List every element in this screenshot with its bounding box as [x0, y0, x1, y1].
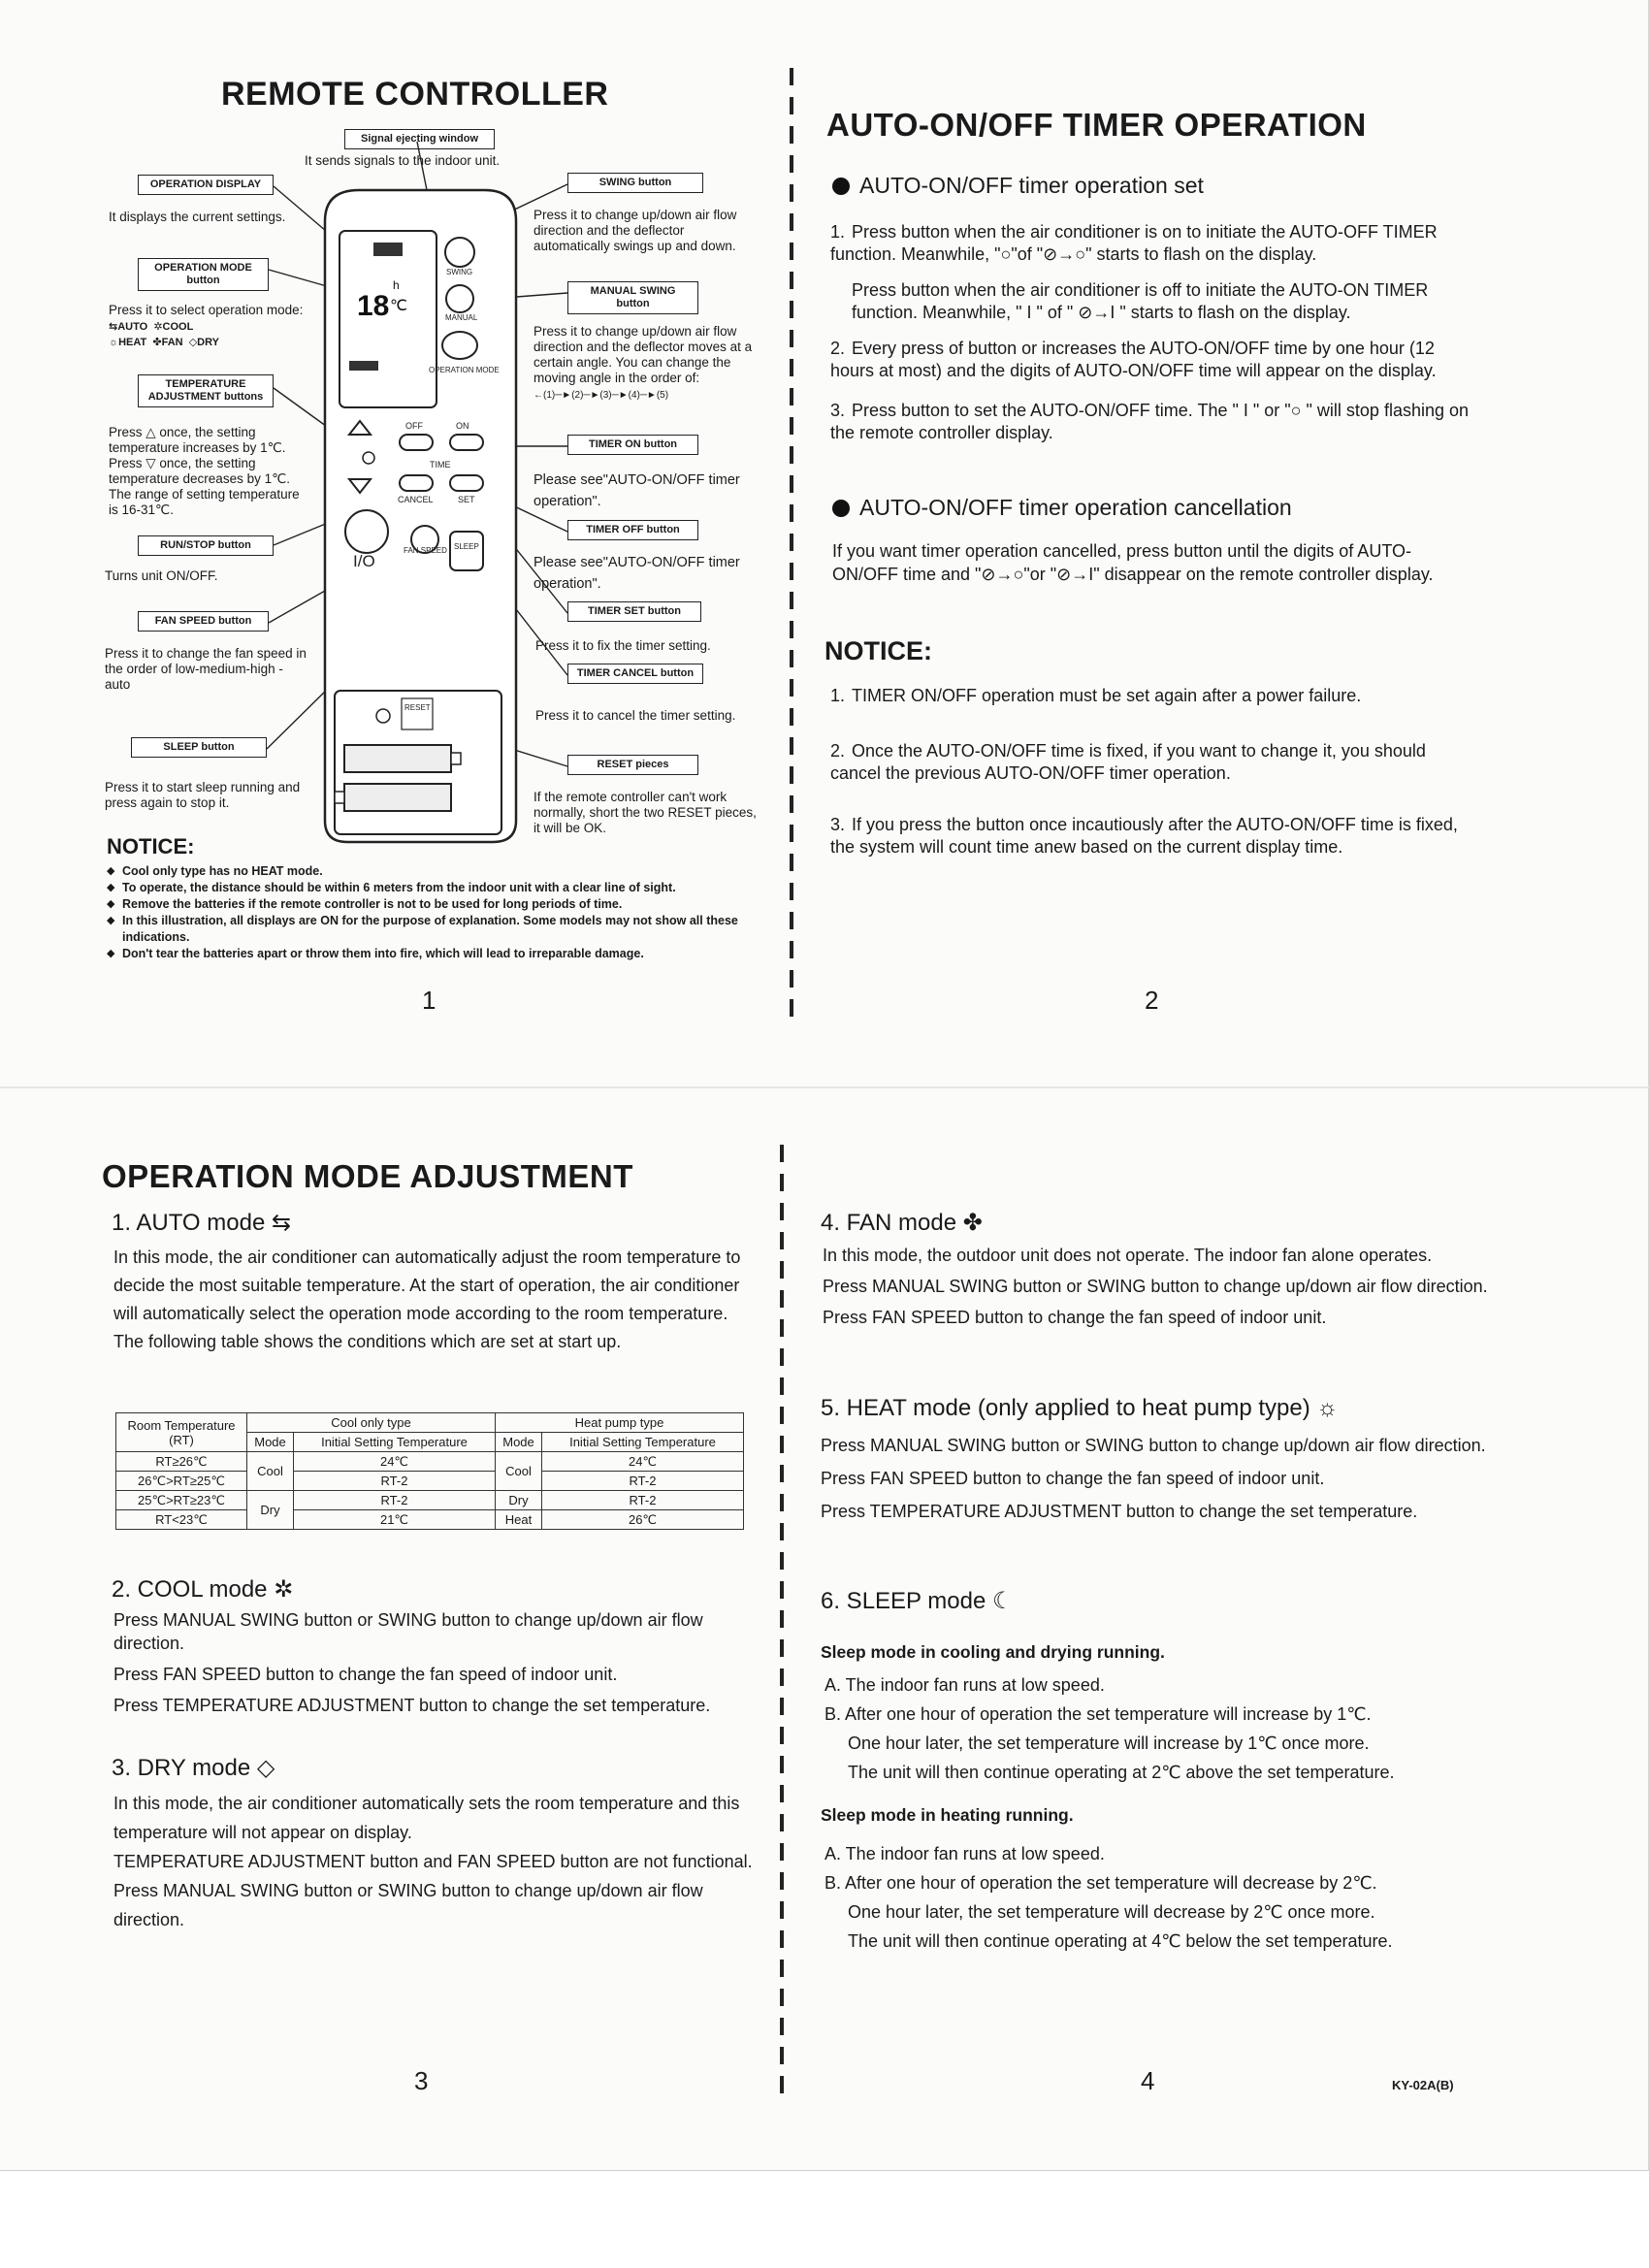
notice-item: ◆ To operate, the distance should be within 6 meters from the indoor unit with a clear line of sight. — [107, 880, 766, 896]
table-row — [116, 1510, 744, 1530]
timer-cancel-label: TIMER CANCEL button — [567, 664, 703, 684]
mode-heat: HEAT — [118, 337, 147, 348]
sleep-label: SLEEP button — [131, 737, 267, 758]
sleep-line: A. The indoor fan runs at low speed. — [824, 1675, 1105, 1695]
operation-display-desc: It displays the current settings. — [109, 210, 286, 224]
signal-window-desc: It sends signals to the indoor unit. — [305, 153, 501, 168]
cell-rt: 26℃>RT≥25℃ — [116, 1472, 247, 1491]
step-3-text: Press button to set the AUTO-ON/OFF time. The " I " or "○ " will stop flashing on the remote controller display. — [830, 401, 1470, 442]
set-text: SET — [458, 495, 475, 504]
sleep-mode-icon: ☾ — [992, 1588, 1014, 1614]
page-3 — [102, 1145, 761, 2115]
operation-mode-text: Press it to select operation mode: — [109, 303, 304, 317]
cool-line: Press MANUAL SWING button or SWING button to change up/down air flow direction. — [113, 1610, 703, 1653]
header-initial: Initial Setting Temperature — [294, 1433, 496, 1452]
cool-line: Press TEMPERATURE ADJUSTMENT button to change the set temperature. — [113, 1696, 711, 1715]
operation-mode-label: OPERATION MODE button — [138, 258, 269, 291]
page-number: 4 — [1141, 2066, 1155, 2095]
sleep-line: B. After one hour of operation the set temperature will decrease by 2℃. — [824, 1873, 1377, 1893]
operation-display-label: OPERATION DISPLAY — [138, 175, 274, 195]
cell-cool-mode: Cool — [247, 1452, 294, 1491]
header-initial: Initial Setting Temperature — [542, 1433, 744, 1452]
temperature-adjustment-desc: Press △ once, the setting temperature increases by 1℃. Press ▽ once, the setting temperature decreases by 1℃. The range of setting temperature is 16-31℃. — [109, 425, 300, 517]
dry-mode-heading — [112, 1754, 275, 1782]
auto-mode-text: In this mode, the air conditioner can automatically adjust the room temperature to decide the most suitable temperature. At the start of operation, the air conditioner will automatically select the operation mode according to the room temperature. The following table shows the conditions which are set at start up. — [113, 1247, 741, 1351]
cell-cool-mode: Dry — [247, 1491, 294, 1530]
sleep-button[interactable] — [450, 532, 483, 570]
manual-text: MANUAL — [445, 313, 478, 322]
mode-fan: FAN — [161, 337, 183, 348]
timer-set-desc: Press it to fix the timer setting. — [535, 638, 711, 653]
fan-mode-heading — [821, 1209, 983, 1237]
run-stop-label: RUN/STOP button — [138, 535, 274, 556]
power-small-icon — [363, 452, 374, 464]
timer-on-label: TIMER ON button — [567, 435, 698, 455]
notice-item: ◆ Cool only type has no HEAT mode. — [107, 863, 766, 880]
sleep-text: SLEEP — [454, 542, 479, 551]
swing-button[interactable] — [445, 238, 474, 267]
header-heat-pump: Heat pump type — [496, 1413, 744, 1433]
dry-line: Press MANUAL SWING button or SWING button to change up/down air flow direction. — [113, 1881, 703, 1929]
step-2-text: Every press of button or increases the AUTO-ON/OFF time by one hour (12 hours at most) and the digits of AUTO-ON/OFF time will appear on the display. — [830, 339, 1437, 380]
mode-auto: AUTO — [117, 321, 148, 333]
reset-desc: If the remote controller can't work normally, short the two RESET pieces, it will be OK. — [534, 790, 757, 835]
operation-mode-text: OPERATION MODE — [429, 366, 500, 374]
sleep-line: The unit will then continue operating at 2℃ above the set temperature. — [848, 1763, 1395, 1782]
page-divider-bottom — [780, 1145, 784, 2095]
heat-mode-icon: ☼ — [109, 337, 119, 348]
timer-notice-3-text: If you press the button once incautiously after the AUTO-ON/OFF time is fixed, the system will count time anew based on the current display time. — [830, 815, 1458, 857]
sleep-mode-text — [821, 1637, 1490, 1956]
auto-mode-icon: ⇆ — [271, 1210, 292, 1236]
timer-cancel-heading — [832, 495, 1292, 521]
dry-mode-text — [113, 1789, 763, 1934]
screw-icon — [376, 709, 390, 723]
fan-mode-text — [823, 1244, 1492, 1329]
header-mode: Mode — [496, 1433, 542, 1452]
cell-cool-temp: 21℃ — [294, 1510, 496, 1530]
table-row — [116, 1452, 744, 1472]
page-4 — [815, 1145, 1494, 2115]
io-text: I/O — [353, 552, 375, 570]
step-1a-text: Press button when the air conditioner is on to initiate the AUTO-OFF TIMER function. Meanwhile, "○"of "⊘→○" starts to flash on the display. — [830, 222, 1438, 264]
reset-text: RESET — [404, 703, 431, 712]
timer-set-button[interactable] — [450, 475, 483, 491]
cell-rt: RT≥26℃ — [116, 1452, 247, 1472]
page-number: 2 — [1145, 986, 1159, 1015]
step-1b — [830, 279, 1480, 324]
sleep-line: B. After one hour of operation the set temperature will increase by 1℃. — [824, 1704, 1372, 1724]
auto-mode-heading — [112, 1209, 291, 1237]
fan-mode-icon: ✤ — [152, 337, 162, 348]
fan-speed-desc: Press it to change the fan speed in the order of low-medium-high -auto — [105, 646, 307, 692]
timer-off-button[interactable] — [400, 435, 433, 450]
manual-swing-label: MANUAL SWING button — [567, 281, 698, 314]
cell-cool-temp: RT-2 — [294, 1472, 496, 1491]
mode-dry: DRY — [197, 337, 219, 348]
timer-cancel-button[interactable] — [400, 475, 433, 491]
step-1a: 1. Press button when the air conditioner is on to initiate the AUTO-OFF TIMER function. Meanwhile, "○"of "⊘→○" starts to flash on the display. — [830, 222, 1438, 264]
temperature-adjustment-label: TEMPERATURE ADJUSTMENT buttons — [138, 374, 274, 407]
timer-off-text: OFF — [405, 421, 423, 431]
heat-mode-heading — [821, 1395, 1338, 1422]
fold-line — [0, 1086, 1649, 1088]
operation-mode-button[interactable] — [442, 332, 477, 359]
heat-line: Press MANUAL SWING button or SWING button to change up/down air flow direction. — [821, 1436, 1486, 1455]
timer-on-desc: Please see"AUTO-ON/OFF timer operation". — [534, 472, 740, 509]
heat-mode-text — [821, 1434, 1490, 1523]
sleep-line: One hour later, the set temperature will increase by 1℃ once more. — [848, 1733, 1370, 1753]
fan-speed-text: FAN SPEED — [404, 546, 447, 555]
battery-bottom — [344, 784, 451, 811]
auto-mode-icon: ⇆ — [109, 321, 118, 333]
timer-notice-2: 2. Once the AUTO-ON/OFF time is fixed, if you want to change it, you should cancel the previous AUTO-ON/OFF timer operation. — [830, 741, 1426, 783]
dry-line: In this mode, the air conditioner automatically sets the room temperature and this temperature will not appear on display. — [113, 1794, 740, 1842]
sleep-desc: Press it to start sleep running and press again to stop it. — [105, 780, 301, 810]
bullet-icon — [832, 500, 850, 517]
timer-on-button[interactable] — [450, 435, 483, 450]
battery-top — [344, 745, 451, 772]
cell-heat-temp: 24℃ — [542, 1452, 744, 1472]
notice-title: NOTICE: — [824, 636, 932, 665]
cool-mode-icon: ✲ — [274, 1576, 294, 1603]
page-1 — [0, 0, 786, 1067]
page-number: 3 — [414, 2066, 429, 2095]
page-title: AUTO-ON/OFF TIMER OPERATION — [826, 107, 1367, 143]
swing-desc: Press it to change up/down air flow direction and the deflector automatically swings up and down. — [534, 208, 737, 253]
timer-cancel-text: If you want timer operation cancelled, press button until the digits of AUTO-ON/OFF time and "⊘→○"or "⊘→I" disappear on the remote controller display. — [832, 541, 1434, 584]
signal-window-label: Signal ejecting window — [344, 129, 495, 149]
timer-notices — [830, 685, 1480, 872]
remote-controller-diagram — [0, 0, 786, 854]
notice-item: ◆ Remove the batteries if the remote controller is not to be used for long periods of time. — [107, 896, 766, 913]
heat-mode-icon: ☼ — [1316, 1395, 1339, 1421]
fan-line: Press MANUAL SWING button or SWING button to change up/down air flow direction. — [823, 1277, 1488, 1296]
fan-speed-label: FAN SPEED button — [138, 611, 269, 632]
header-mode: Mode — [247, 1433, 294, 1452]
cell-heat-temp: RT-2 — [542, 1491, 744, 1510]
sleep-line: The unit will then continue operating at 4℃ below the set temperature. — [848, 1931, 1393, 1951]
display-segment-icon — [373, 243, 403, 256]
page-title: REMOTE CONTROLLER — [221, 76, 609, 113]
cell-heat-mode: Heat — [496, 1510, 542, 1530]
timer-on-text: ON — [456, 421, 469, 431]
battery-top-terminal — [451, 753, 461, 764]
display-temperature: 18 — [357, 290, 390, 322]
timer-cancel-desc: Press it to cancel the timer setting. — [535, 708, 736, 723]
sleep-mode-heading — [821, 1587, 1014, 1615]
bullet-icon — [832, 178, 850, 195]
step-3: 3. Press button to set the AUTO-ON/OFF time. The " I " or "○ " will stop flashing on the remote controller display. — [830, 401, 1470, 442]
mode-cool: COOL — [162, 321, 194, 333]
sleep-line: One hour later, the set temperature will decrease by 2℃ once more. — [848, 1902, 1375, 1922]
manual-swing-text: Press it to change up/down air flow direction and the deflector moves at a certain angle. You can change the moving angle in the order of: — [534, 324, 753, 385]
cancel-text: CANCEL — [398, 495, 434, 504]
cell-heat-mode: Cool — [496, 1452, 542, 1491]
sleep-heat-title: Sleep mode in heating running. — [821, 1805, 1074, 1825]
sleep-mode-heading-text: 6. SLEEP mode — [821, 1588, 986, 1614]
cell-heat-mode: Dry — [496, 1491, 542, 1510]
notice-section — [107, 834, 766, 962]
sleep-line: A. The indoor fan runs at low speed. — [824, 1844, 1105, 1863]
timer-notice-1: 1. TIMER ON/OFF operation must be set again after a power failure. — [830, 686, 1362, 705]
page-title: OPERATION MODE ADJUSTMENT — [102, 1158, 633, 1194]
display-hour: h — [393, 278, 400, 292]
notice-list — [107, 863, 766, 962]
cool-mode-heading-text: 2. COOL mode — [112, 1576, 268, 1603]
reset-label: RESET pieces — [567, 755, 698, 775]
battery-bottom-terminal — [335, 792, 344, 803]
cool-line: Press FAN SPEED button to change the fan speed of indoor unit. — [113, 1665, 618, 1684]
dry-mode-heading-text: 3. DRY mode — [112, 1755, 251, 1781]
cool-mode-text — [113, 1608, 763, 1717]
notice-item: ◆ Don't tear the batteries apart or throw them into fire, which will lead to irreparable damage. — [107, 946, 766, 962]
dry-mode-icon: ◇ — [256, 1755, 275, 1781]
timer-notice-1-text: TIMER ON/OFF operation must be set again after a power failure. — [852, 686, 1362, 705]
heat-line: Press FAN SPEED button to change the fan speed of indoor unit. — [821, 1469, 1325, 1488]
header-cool-only: Cool only type — [247, 1413, 496, 1433]
heat-mode-heading-text: 5. HEAT mode (only applied to heat pump type) — [821, 1395, 1310, 1421]
table-row — [116, 1472, 744, 1491]
dry-line: TEMPERATURE ADJUSTMENT button and FAN SPEED button are not functional. — [113, 1852, 753, 1871]
table-row — [116, 1491, 744, 1510]
timer-set-heading — [832, 173, 1204, 199]
model-code: KY-02A(B) — [1392, 2078, 1454, 2092]
notice-title: NOTICE: — [107, 834, 195, 859]
timer-off-desc: Please see"AUTO-ON/OFF timer operation". — [534, 555, 740, 592]
display-unit: ℃ — [390, 298, 407, 314]
manual-swing-button[interactable] — [446, 285, 473, 312]
cell-heat-temp: 26℃ — [542, 1510, 744, 1530]
timer-set-label: TIMER SET button — [567, 601, 701, 622]
timer-cancel-heading-text: AUTO-ON/OFF timer operation cancellation — [859, 495, 1292, 520]
auto-mode-heading-text: 1. AUTO mode — [112, 1210, 266, 1236]
cool-mode-icon: ✲ — [153, 321, 163, 333]
header-room: Room Temperature (RT) — [116, 1413, 247, 1452]
fan-line: Press FAN SPEED button to change the fan speed of indoor unit. — [823, 1308, 1327, 1327]
fan-mode-icon: ✤ — [962, 1210, 983, 1236]
timer-notice-2-text: Once the AUTO-ON/OFF time is fixed, if you want to change it, you should cancel the previous AUTO-ON/OFF timer operation. — [830, 741, 1426, 783]
cool-mode-heading — [112, 1575, 293, 1604]
step-2: 2. Every press of button or increases the AUTO-ON/OFF time by one hour (12 hours at most) and the digits of AUTO-ON/OFF time will appear on the display. — [830, 339, 1437, 380]
cell-heat-temp: RT-2 — [542, 1472, 744, 1491]
page-number: 1 — [422, 986, 436, 1015]
heat-line: Press TEMPERATURE ADJUSTMENT button to change the set temperature. — [821, 1502, 1418, 1521]
fan-line: In this mode, the outdoor unit does not operate. The indoor fan alone operates. — [823, 1246, 1433, 1265]
timer-notice-3: 3. If you press the button once incautiously after the AUTO-ON/OFF time is fixed, the system will count time anew based on the current display time. — [830, 815, 1458, 857]
cell-cool-temp: RT-2 — [294, 1491, 496, 1510]
dry-mode-icon: ◇ — [188, 337, 198, 348]
timer-off-label: TIMER OFF button — [567, 520, 698, 540]
start-up-table — [115, 1412, 744, 1530]
swing-label: SWING button — [567, 173, 703, 193]
cell-cool-temp: 24℃ — [294, 1452, 496, 1472]
scan-margin — [0, 2171, 1649, 2268]
sleep-cool-title: Sleep mode in cooling and drying running. — [821, 1642, 1165, 1662]
cell-rt: 25℃>RT≥23℃ — [116, 1491, 247, 1510]
page-2 — [824, 0, 1494, 1067]
swing-order: ←(1)─►(2)─►(3)─►(4)─►(5) — [534, 390, 669, 401]
step-1b-text: Press button when the air conditioner is off to initiate the AUTO-ON TIMER function. Meanwhile, " I " of " ⊘→I " starts to flash on the display. — [852, 280, 1429, 322]
swing-text: SWING — [446, 268, 473, 276]
cell-rt: RT<23℃ — [116, 1510, 247, 1530]
notice-item: ◆ In this illustration, all displays are ON for the purpose of explanation. Some models may not show all these indications. — [107, 913, 766, 946]
run-stop-desc: Turns unit ON/OFF. — [105, 568, 218, 583]
run-stop-button[interactable] — [345, 510, 388, 553]
fan-mode-heading-text: 4. FAN mode — [821, 1210, 957, 1236]
time-text: TIME — [430, 460, 451, 470]
page-divider-top — [790, 68, 793, 1019]
timer-set-heading-text: AUTO-ON/OFF timer operation set — [859, 173, 1204, 198]
display-fan-bars-icon — [349, 361, 378, 371]
timer-set-steps — [830, 221, 1480, 458]
